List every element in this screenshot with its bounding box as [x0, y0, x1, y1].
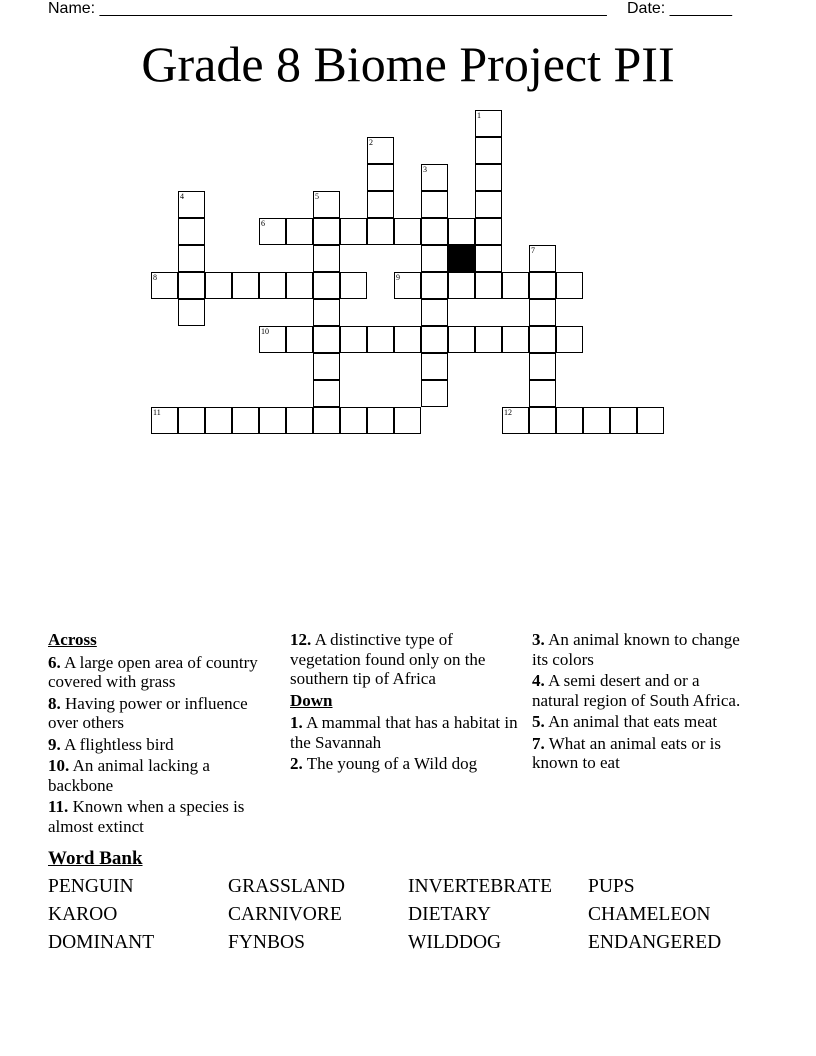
clue-text: A mammal that has a habitat in the Savannah: [290, 713, 518, 752]
crossword-cell[interactable]: [448, 272, 475, 299]
crossword-cell[interactable]: [286, 272, 313, 299]
crossword-cell[interactable]: [340, 407, 367, 434]
clues-column-1: [48, 630, 270, 838]
cell-number: 8: [153, 273, 157, 282]
crossword-cell[interactable]: [259, 326, 286, 353]
word-bank-word: DIETARY: [408, 904, 491, 925]
crossword-cell[interactable]: [367, 407, 394, 434]
crossword-cell[interactable]: [475, 272, 502, 299]
crossword-cell[interactable]: [475, 164, 502, 191]
crossword-cell[interactable]: [313, 353, 340, 380]
crossword-cell[interactable]: [205, 272, 232, 299]
clue-number: 9.: [48, 734, 61, 754]
crossword-cell[interactable]: [394, 218, 421, 245]
crossword-cell[interactable]: [502, 272, 529, 299]
crossword-cell[interactable]: [367, 164, 394, 191]
name-field-label: Name: _________________________________________________________: [48, 0, 607, 17]
crossword-cell[interactable]: [637, 407, 664, 434]
crossword-cell[interactable]: [610, 407, 637, 434]
date-field-label: Date: _______: [627, 0, 732, 17]
crossword-cell[interactable]: [556, 326, 583, 353]
crossword-cell[interactable]: [502, 326, 529, 353]
crossword-cell[interactable]: [421, 164, 448, 191]
clue-number: 10.: [48, 756, 70, 775]
clue-text: Having power or influence over others: [48, 693, 248, 732]
clue-number: 5.: [532, 712, 545, 731]
crossword-cell[interactable]: [313, 272, 340, 299]
crossword-block-cell: [448, 245, 475, 272]
cell-number: 9: [396, 273, 400, 282]
crossword-cell[interactable]: [178, 407, 205, 434]
word-bank-word: CHAMELEON: [588, 904, 711, 925]
word-bank-word: GRASSLAND: [228, 876, 346, 897]
crossword-cell[interactable]: [448, 326, 475, 353]
crossword-cell[interactable]: [367, 191, 394, 218]
clue-text: A distinctive type of vegetation found only on the southern tip of Africa: [290, 630, 486, 688]
word-bank-title: Word Bank: [48, 848, 143, 869]
clue-across-11: [48, 797, 270, 836]
crossword-cell[interactable]: [529, 272, 556, 299]
word-bank-word: PUPS: [588, 876, 635, 897]
clue-text: An animal that eats meat: [548, 712, 718, 731]
crossword-cell[interactable]: [502, 407, 529, 434]
crossword-cell[interactable]: [313, 245, 340, 272]
crossword-cell[interactable]: [367, 218, 394, 245]
crossword-cell[interactable]: [421, 326, 448, 353]
clue-number: 8.: [48, 693, 61, 713]
word-bank-word: CARNIVORE: [228, 904, 342, 925]
crossword-cell[interactable]: [151, 272, 178, 299]
down-heading: Down: [290, 690, 333, 710]
crossword-cell[interactable]: [151, 407, 178, 434]
crossword-cell[interactable]: [313, 407, 340, 434]
crossword-cell[interactable]: [529, 299, 556, 326]
crossword-cell[interactable]: [421, 191, 448, 218]
crossword-cell[interactable]: [178, 272, 205, 299]
word-bank-word: WILDDOG: [408, 932, 502, 953]
crossword-cell[interactable]: [529, 380, 556, 407]
clue-text: A flightless bird: [64, 734, 174, 754]
crossword-cell[interactable]: [529, 407, 556, 434]
crossword-cell[interactable]: [259, 218, 286, 245]
crossword-cell[interactable]: [178, 245, 205, 272]
word-bank-word: DOMINANT: [48, 932, 155, 953]
word-bank-word: ENDANGERED: [588, 932, 722, 953]
crossword-cell[interactable]: [340, 326, 367, 353]
cell-number: 10: [261, 327, 269, 336]
crossword-cell[interactable]: [286, 326, 313, 353]
crossword-cell[interactable]: [340, 218, 367, 245]
crossword-cell[interactable]: [421, 299, 448, 326]
clue-text: An animal lacking a backbone: [48, 756, 210, 795]
crossword-cell[interactable]: [178, 299, 205, 326]
crossword-cell[interactable]: [421, 380, 448, 407]
cell-number: 11: [153, 408, 161, 417]
clue-text: A semi desert and or a natural region of South Africa.: [532, 671, 741, 710]
clue-text: Known when a species is almost extinct: [48, 797, 245, 836]
crossword-cell[interactable]: [232, 407, 259, 434]
crossword-cell[interactable]: [367, 137, 394, 164]
crossword-cell[interactable]: [529, 326, 556, 353]
clues-column-3: [532, 630, 747, 775]
clue-down-3: [532, 630, 747, 669]
clue-number: 4.: [532, 671, 545, 690]
cell-number: 7: [531, 246, 535, 255]
page-title: Grade 8 Biome Project PII: [141, 36, 675, 92]
crossword-cell[interactable]: [529, 353, 556, 380]
cell-number: 2: [369, 138, 373, 147]
crossword-cell[interactable]: [259, 407, 286, 434]
clue-number: 1.: [290, 713, 303, 732]
clue-text: An animal known to change its colors: [532, 630, 740, 669]
crossword-cell[interactable]: [448, 218, 475, 245]
clue-number: 12.: [290, 630, 312, 649]
clue-across-9: [48, 735, 270, 755]
clue-down-1: [290, 713, 520, 752]
clue-text: What an animal eats or is known to eat: [532, 733, 722, 772]
clue-number: 11.: [48, 797, 69, 816]
cell-number: 4: [180, 192, 184, 201]
crossword-cell[interactable]: [529, 245, 556, 272]
clue-number: 2.: [290, 754, 303, 773]
crossword-cell[interactable]: [394, 326, 421, 353]
crossword-cell[interactable]: [313, 380, 340, 407]
crossword-cell[interactable]: [259, 272, 286, 299]
crossword-cell[interactable]: [394, 407, 421, 434]
crossword-cell[interactable]: [313, 299, 340, 326]
clue-down-2: [290, 754, 520, 774]
crossword-cell[interactable]: [475, 110, 502, 137]
clue-number: 7.: [532, 733, 545, 753]
cell-number: 3: [423, 165, 427, 174]
clue-down-7: [532, 734, 747, 773]
cell-number: 6: [261, 219, 265, 228]
crossword-cell[interactable]: [556, 407, 583, 434]
crossword-cell[interactable]: [394, 272, 421, 299]
crossword-cell[interactable]: [583, 407, 610, 434]
word-bank-word: FYNBOS: [228, 932, 305, 953]
crossword-cell[interactable]: [178, 191, 205, 218]
clue-number: 3.: [532, 630, 545, 649]
crossword-cell[interactable]: [421, 245, 448, 272]
cell-number: 1: [477, 111, 481, 120]
clue-text: The young of a Wild dog: [306, 754, 478, 773]
crossword-cell[interactable]: [178, 218, 205, 245]
clues-column-2: [290, 630, 520, 776]
crossword-cell[interactable]: [475, 326, 502, 353]
clue-number: 6.: [48, 652, 61, 672]
clue-across-8: [48, 694, 270, 733]
cell-number: 5: [315, 192, 319, 201]
word-bank-word: PENGUIN: [48, 876, 134, 897]
crossword-cell[interactable]: [475, 218, 502, 245]
crossword-cell[interactable]: [475, 137, 502, 164]
crossword-cell[interactable]: [340, 272, 367, 299]
crossword-cell[interactable]: [313, 191, 340, 218]
crossword-grid: [0, 0, 816, 440]
word-bank-word: KAROO: [48, 904, 118, 925]
crossword-cell[interactable]: [313, 326, 340, 353]
clue-across-12: [290, 630, 520, 689]
clue-down-5: [532, 712, 747, 732]
clue-down-4: [532, 671, 747, 710]
crossword-cell[interactable]: [421, 218, 448, 245]
crossword-cell[interactable]: [421, 272, 448, 299]
across-heading: Across: [48, 630, 97, 649]
clue-across-6: [48, 653, 270, 692]
word-bank-word: INVERTEBRATE: [408, 876, 552, 897]
crossword-cell[interactable]: [475, 245, 502, 272]
crossword-cell[interactable]: [232, 272, 259, 299]
clue-across-10: [48, 756, 270, 795]
crossword-cell[interactable]: [475, 191, 502, 218]
crossword-cell[interactable]: [205, 407, 232, 434]
crossword-cell[interactable]: [286, 407, 313, 434]
crossword-cell[interactable]: [367, 326, 394, 353]
crossword-cell[interactable]: [556, 272, 583, 299]
cell-number: 12: [504, 408, 512, 417]
crossword-cell[interactable]: [421, 353, 448, 380]
crossword-cell[interactable]: [286, 218, 313, 245]
crossword-cell[interactable]: [313, 218, 340, 245]
clue-text: A large open area of country covered with grass: [48, 652, 258, 691]
